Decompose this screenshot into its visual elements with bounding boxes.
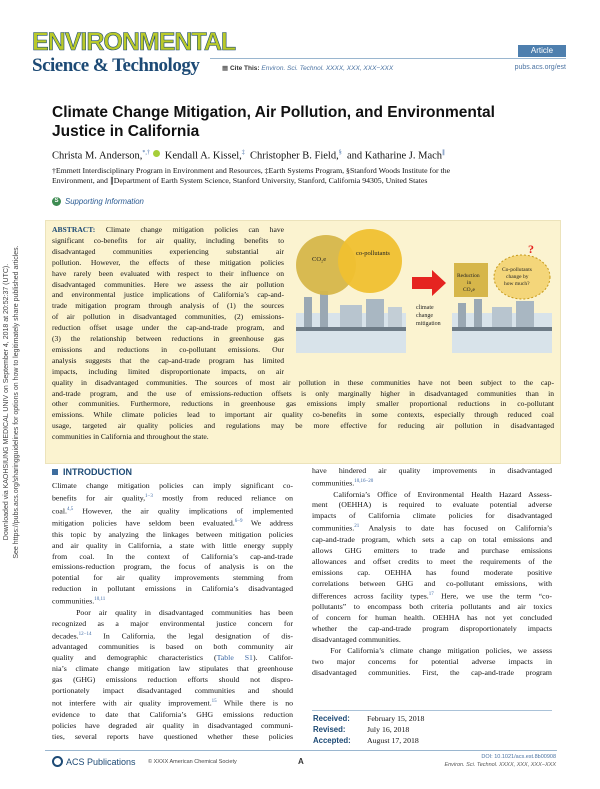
- author-1[interactable]: Christa M. Anderson,: [52, 150, 143, 162]
- article-type-badge: Article: [518, 45, 566, 57]
- left-building-3: [388, 307, 402, 327]
- bubble-label-3: how much?: [504, 281, 530, 287]
- journal-url[interactable]: pubs.acs.org/est: [514, 64, 566, 71]
- abstract-line-text: trade mitigation program through analysis of (1) the sources: [52, 301, 284, 311]
- left-smokestack-1: [304, 297, 312, 327]
- acs-logo-icon: [52, 756, 63, 767]
- date-accepted-value: August 17, 2018: [367, 736, 419, 745]
- abstract-line-text: impacts, including limited disproportionate impacts, on air: [52, 366, 284, 376]
- left-building-1: [340, 305, 362, 327]
- date-received: [313, 713, 424, 724]
- abstract-line: quality in disadvantaged communities. The sources of most air pollution in these communities have not been subject to the cap-: [52, 377, 554, 387]
- abstract-line: [52, 269, 284, 280]
- publisher-name: ACS Publications: [66, 756, 136, 767]
- abstract-line: [52, 301, 284, 312]
- arrow-label-1: climate: [416, 305, 434, 311]
- dates-divider: [312, 710, 552, 711]
- download-note-line-2[interactable]: See https://pubs.acs.org/sharingguidelines for options on how to legitimately share published articles.: [12, 245, 20, 559]
- date-received-value: February 15, 2018: [367, 714, 425, 723]
- reduction-label-2: in: [467, 280, 472, 286]
- left-copollutant-label: co-pollutants: [356, 250, 390, 257]
- toc-graphic: [292, 227, 554, 355]
- date-revised-label: Revised:: [313, 725, 346, 734]
- affiliations: [52, 166, 557, 186]
- abstract-line: [52, 280, 284, 291]
- affiliation-line-1: †Emmett Interdisciplinary Program in Environment and Resources, ‡Earth Systems Program, §Stanford Woods Institute for the: [52, 166, 451, 175]
- doi-link[interactable]: DOI: 10.1021/acs.est.8b00908: [481, 754, 556, 760]
- abstract-line: [52, 367, 284, 378]
- question-mark: ?: [528, 242, 534, 256]
- author-2[interactable]: Kendall A. Kissel,: [164, 150, 242, 162]
- abstract-label: ABSTRACT:: [52, 225, 96, 234]
- left-smokestack-2: [320, 291, 328, 327]
- author-list: [52, 147, 572, 163]
- abstract-line-text: pollution. However, the effects of these mitigation policies: [52, 257, 284, 267]
- author-3[interactable]: Christopher B. Field,: [250, 150, 339, 162]
- arrow-label-2: change: [416, 313, 433, 319]
- abstract-line-text: emissions and reductions in co-pollutant emissions. Our: [52, 344, 284, 354]
- abstract-line: [52, 225, 284, 236]
- abstract-line-text: have rarely been evaluated with respect to their influence on: [52, 268, 284, 278]
- abstract-line: [52, 236, 284, 247]
- abstract-line-text: significant co-benefits for air quality, including benefits to: [52, 235, 284, 245]
- download-note: [2, 222, 34, 582]
- author-1-marks: *,†: [142, 150, 150, 156]
- footer-divider: [45, 750, 557, 751]
- supporting-info-label[interactable]: Supporting Information: [65, 197, 144, 206]
- copyright: © XXXX American Chemical Society: [148, 759, 237, 765]
- introduction-heading: [52, 467, 132, 477]
- author-4[interactable]: and Katharine J. Mach: [346, 150, 443, 162]
- right-smokestack-1: [458, 303, 466, 327]
- abstract-line: [52, 356, 284, 367]
- abstract-line-text: disadvantaged communities experiencing substantial air: [52, 246, 284, 256]
- author-4-marks: ∥: [442, 150, 446, 156]
- right-smokestack-2: [474, 299, 482, 327]
- abstract-line: and-trade program, and the use of emissions-reduction offsets is only marginally higher in disadvantaged communities than in: [52, 388, 554, 398]
- abstract-line: [52, 323, 284, 334]
- cite-this[interactable]: [222, 64, 393, 72]
- left-building-2: [366, 299, 384, 327]
- right-building-2: [516, 301, 534, 327]
- author-3-marks: §: [338, 150, 342, 156]
- bubble-label-2: change by: [506, 274, 529, 280]
- journal-logo: [32, 28, 236, 80]
- download-note-line-1: Downloaded via KAOHSIUNG MEDICAL UNIV on September 4, 2018 at 20:52:37 (UTC).: [3, 263, 10, 541]
- arrow-label-3: mitigation: [416, 321, 441, 327]
- reduction-label-1: Reduction: [457, 273, 480, 279]
- abstract-line-text: and environmental justice implications of California’s cap-and-: [52, 290, 284, 300]
- introduction-heading-text: INTRODUCTION: [63, 467, 132, 477]
- logo-line-1: ENVIRONMENTAL: [32, 28, 236, 56]
- intro-right-column: have hindered air quality improvements in disadvantaged communities.$^{10,16-20}$ California’s Office of Environmental Health Hazard Assess- ment (OEHHA) is required to evaluate potential adverse impacts of California climate policies for disadvantaged communities.$^{21}$ Analysis to date has focused on California’s cap-and-trade program, which sets a cap on total emissions and allows GHG emitters to trade and purchase emissions allowances and offset credits to meet the requirements of the emissions cap. OEHHA has found moderate positive correlations between GHG and co-pollutant emissions, with differences across facility types.$^{17}$ Here, we use the term “co- pollutants” to encompass both criteria pollutants and air toxics of concern for human health. OEHHA has not yet concluded whether the cap-and-trade program disproportionately impacts disadvantaged communities. For California’s climate change mitigation policies, we assess two major concerns for potential adverse impacts in disadvantaged communities. First, the cap-and-trade program: [312, 466, 552, 677]
- doi-block: [444, 753, 556, 769]
- left-co2-label: CO₂e: [312, 256, 327, 263]
- right-road: [452, 327, 552, 331]
- intro-left-column: Climate change mitigation policies can imply significant co- benefits for air quality,$^{1-3}$ mostly from reduced reliance on coal.$^{4,5}$ However, the air quality implications of implemented mitigation policies have seldom been evaluated.$^{6-9}$ We address this topic by analyzing the linkages between mitigation policies and air quality in California, a state with little energy supply from coal. In the context of California’s cap-and-trade emissions-reduction program, the focus of analysis is on the potential for air quality improvements stemming from reduction in pollutant emissions in California’s disadvantaged communities.$^{10,11}$ Poor air quality in disadvantaged communities has been recognized as a major environmental justice concern for decades.$^{12-14}$ In California, the legal designation of dis- advantaged communities is based on both community air quality and demographic characteristics (Table S1). Califor- nia’s climate change mitigation law stipulates that greenhouse gas (GHG) emissions reduction efforts should not dispro- portionately impact disadvantaged communities and should not interfere with air quality improvement.$^{15}$ While there is no evidence to date that California’s GHG emissions reduction policies have degraded air quality in disadvantaged communi- ties, several reports have questioned whether these policies: [52, 481, 293, 741]
- date-revised-value: July 16, 2018: [367, 725, 410, 734]
- abstract-line: [52, 312, 284, 323]
- cite-label: Cite This:: [229, 65, 260, 72]
- abstract-line-text: (3) the relationship between reductions in greenhouse gas: [52, 334, 284, 343]
- author-2-marks: ‡: [241, 150, 245, 156]
- abstract-line: emissions. While climate policies lead to important air quality co-benefits in some contexts, especially through reduced coal: [52, 410, 554, 420]
- supporting-info-link[interactable]: [52, 197, 144, 206]
- date-revised: [313, 724, 424, 735]
- affiliation-line-2: Environment, and ∥Department of Earth System Science, Stanford University, Stanford, California 94305, United States: [52, 176, 428, 185]
- left-road: [296, 327, 406, 331]
- doc-icon: ▦: [222, 65, 229, 72]
- section-square-icon: [52, 469, 58, 475]
- abstract-line: [52, 334, 284, 345]
- date-accepted-label: Accepted:: [313, 736, 351, 745]
- abstract-line: [52, 258, 284, 269]
- date-received-label: Received:: [313, 714, 350, 723]
- abstract-line: other communities. Furthermore, reductions in greenhouse gas emissions imply smaller proportional reductions in co-pollutant: [52, 399, 554, 409]
- date-accepted: [313, 735, 424, 746]
- paper-title: Climate Change Mitigation, Air Pollution, and Environmental Justice in California: [52, 104, 495, 140]
- abstract-line: [52, 247, 284, 258]
- abstract-line: [52, 345, 284, 356]
- footer-journal-ref: Environ. Sci. Technol. XXXX, XXX, XXX−XXX: [444, 762, 556, 768]
- bubble-label-1: Co-pollutants: [502, 267, 532, 273]
- right-building-1: [492, 307, 512, 327]
- acs-publications-logo[interactable]: [52, 756, 136, 767]
- abstract-line-text: reduction offset usage under the cap-and-trade program, and: [52, 323, 284, 333]
- reduction-label-3: CO₂e: [463, 287, 475, 293]
- page-number: A: [298, 757, 304, 766]
- abstract-line-text: analysis suggests that the cap-and-trade program has limited: [52, 355, 284, 365]
- article-dates: [313, 713, 424, 746]
- supporting-info-icon: S: [52, 197, 61, 206]
- header-divider: [210, 58, 566, 59]
- logo-line-2: Science & Technology: [32, 55, 200, 76]
- orcid-icon[interactable]: [153, 150, 160, 157]
- cite-reference[interactable]: Environ. Sci. Technol. XXXX, XXX, XXX−XXX: [261, 65, 394, 72]
- abstract-line: usage, targeted air quality policies and regulations may be more effective for reducing air pollution in disadvantaged: [52, 421, 554, 431]
- left-copollutant-circle: [338, 229, 402, 293]
- abstract-line-text: of air pollution in disadvantaged communities, (2) emissions-: [52, 312, 284, 322]
- abstract-line: [52, 290, 284, 301]
- abstract-line: communities in California and throughout the state.: [52, 432, 209, 442]
- abstract-line-text: Climate change mitigation policies can have: [95, 225, 284, 234]
- abstract-line-text: disadvantaged communities. Here we assess the air pollution: [52, 279, 284, 289]
